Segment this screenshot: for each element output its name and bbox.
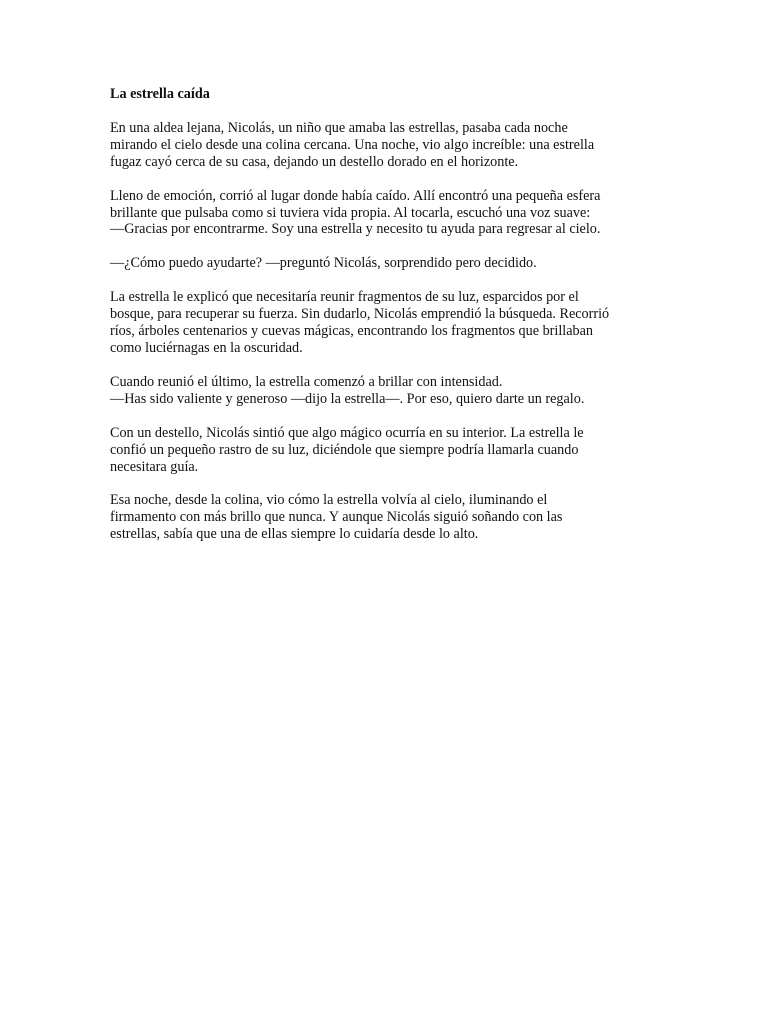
text-line: La estrella le explicó que necesitaría reunir fragmentos de su luz, esparcidos por el bbox=[110, 289, 579, 306]
text-line: necesitara guía. bbox=[110, 458, 199, 475]
paragraph-2 bbox=[110, 188, 670, 239]
paragraph-1 bbox=[110, 120, 670, 171]
paragraph-4 bbox=[110, 289, 670, 357]
text-line: mirando el cielo desde una colina cercana. Una noche, vio algo increíble: una estrella bbox=[110, 136, 595, 153]
document-page bbox=[110, 86, 670, 560]
document-title: La estrella caída bbox=[110, 86, 210, 102]
paragraph-7 bbox=[110, 492, 670, 543]
paragraph-3 bbox=[110, 255, 670, 272]
text-line: Cuando reunió el último, la estrella comenzó a brillar con intensidad. bbox=[110, 373, 503, 390]
text-line: Esa noche, desde la colina, vio cómo la estrella volvía al cielo, iluminando el bbox=[110, 492, 548, 509]
text-line: ríos, árboles centenarios y cuevas mágicas, encontrando los fragmentos que brillaban bbox=[110, 323, 593, 340]
paragraph-6 bbox=[110, 425, 670, 476]
text-line: confió un pequeño rastro de su luz, diciéndole que siempre podría llamarla cuando bbox=[110, 441, 579, 458]
text-line: estrellas, sabía que una de ellas siempre lo cuidaría desde lo alto. bbox=[110, 526, 479, 543]
text-line: —Gracias por encontrarme. Soy una estrella y necesito tu ayuda para regresar al cielo. bbox=[110, 221, 601, 238]
text-line: —Has sido valiente y generoso —dijo la estrella—. Por eso, quiero darte un regalo. bbox=[110, 390, 585, 407]
text-line: bosque, para recuperar su fuerza. Sin dudarlo, Nicolás emprendió la búsqueda. Recorrió bbox=[110, 306, 610, 323]
paragraph-5 bbox=[110, 374, 670, 408]
text-line: —¿Cómo puedo ayudarte? —preguntó Nicolás, sorprendido pero decidido. bbox=[110, 255, 537, 272]
text-line: como luciérnagas en la oscuridad. bbox=[110, 339, 303, 356]
text-line: Con un destello, Nicolás sintió que algo mágico ocurría en su interior. La estrella le bbox=[110, 424, 584, 441]
text-line: Lleno de emoción, corrió al lugar donde había caído. Allí encontró una pequeña esfera bbox=[110, 187, 601, 204]
text-line: En una aldea lejana, Nicolás, un niño que amaba las estrellas, pasaba cada noche bbox=[110, 119, 568, 136]
text-line: brillante que pulsaba como si tuviera vida propia. Al tocarla, escuchó una voz suave: bbox=[110, 204, 591, 221]
text-line: firmamento con más brillo que nunca. Y aunque Nicolás siguió soñando con las bbox=[110, 509, 563, 526]
text-line: fugaz cayó cerca de su casa, dejando un destello dorado en el horizonte. bbox=[110, 153, 519, 170]
